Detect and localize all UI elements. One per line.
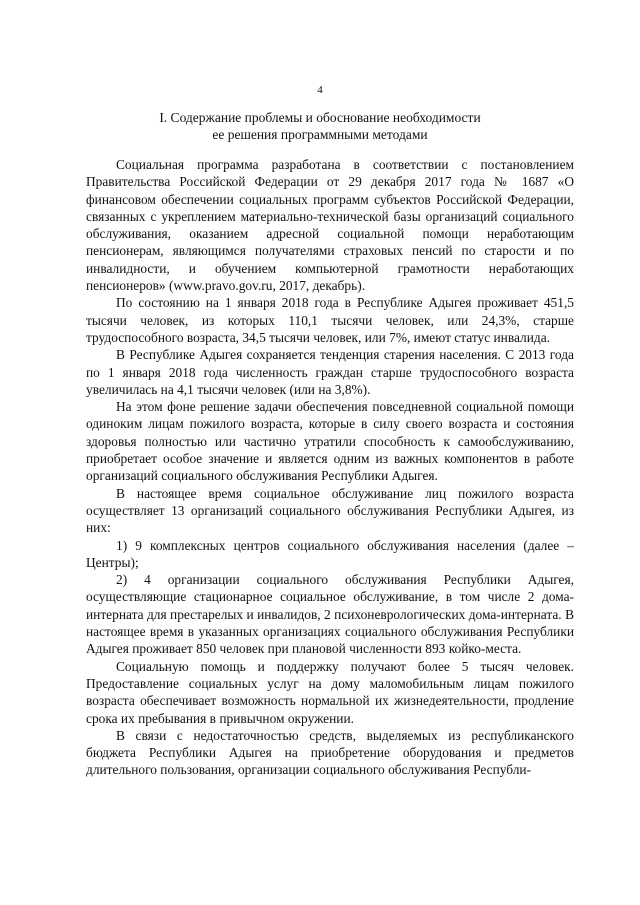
paragraph: По состоянию на 1 января 2018 года в Республике Адыгея проживает 451,5 тысячи человек, из которых 110,1 тысячи человек, или 24,3%, старше трудоспособного возраста, 34,5 тысячи человек, или 7%, имеют статус инвалида.: [86, 295, 574, 345]
list-item: 2) 4 организации социального обслуживания Республики Адыгея, осуществляющие стационарное социальное обслуживание, в том числе 2 дома-интерната для престарелых и инвалидов, 2 психоневрологических дома-интерната. В настоящее время в указанных организациях социального обслуживания Республики Адыгея проживает 850 человек при плановой численности 893 койко-места.: [86, 572, 574, 657]
section-title-line-1: I. Содержание проблемы и обоснование необходимости: [159, 110, 481, 125]
paragraph: В настоящее время социальное обслуживание лиц пожилого возраста осуществляет 13 организаций социального обслуживания Республики Адыгея, из них:: [86, 485, 574, 536]
page-number: 4: [317, 84, 323, 96]
paragraph: Социальная программа разработана в соответствии с постановлением Правительства Российской Федерации от 29 декабря 2017 года № 1687 «О финансовом обеспечении социальных программ субъектов Российской Федерации, связанных с укреплением материально-технической базы организаций социального обслуживания, оказанием адресной социальной помощи неработающим пенсионерам, являющимся получателями страховых пенсий по старости и по инвалидности, и обучением компьютерной грамотности неработающих пенсионеров» (www.pravo.gov.ru, 2017, декабрь).: [86, 157, 574, 294]
paragraph: В связи с недостаточностью средств, выделяемых из республиканского бюджета Республики Адыгея на приобретение оборудования и предметов длительного пользования, организации социального обслуживания Республи-: [86, 727, 574, 778]
paragraph: Социальную помощь и поддержку получают более 5 тысяч человек. Предоставление социальных услуг на дому маломобильным лицам пожилого возраста обеспечивает возможность нормальной их жизнедеятельности, продление срока их пребывания в привычном окружении.: [86, 658, 574, 726]
section-title-line-2: ее решения программными методами: [212, 127, 428, 142]
list-item: 1) 9 комплексных центров социального обслуживания населения (далее – Центры);: [86, 537, 574, 570]
paragraph: В Республике Адыгея сохраняется тенденция старения населения. С 2013 года по 1 января 2018 года численность граждан старше трудоспособного возраста увеличилась на 4,1 тысячи человек (или на 3,8%).: [86, 347, 574, 397]
section-title: [80, 109, 560, 143]
paragraph: На этом фоне решение задачи обеспечения повседневной социальной помощи одиноким лицам пожилого возраста, которые в силу своего возраста и состояния здоровья полностью или частично утратили способность к самообслуживанию, приобретает особое значение и является одним из важных компонентов в работе организаций социального обслуживания Республики Адыгея.: [86, 399, 574, 484]
document-body: [86, 156, 574, 779]
